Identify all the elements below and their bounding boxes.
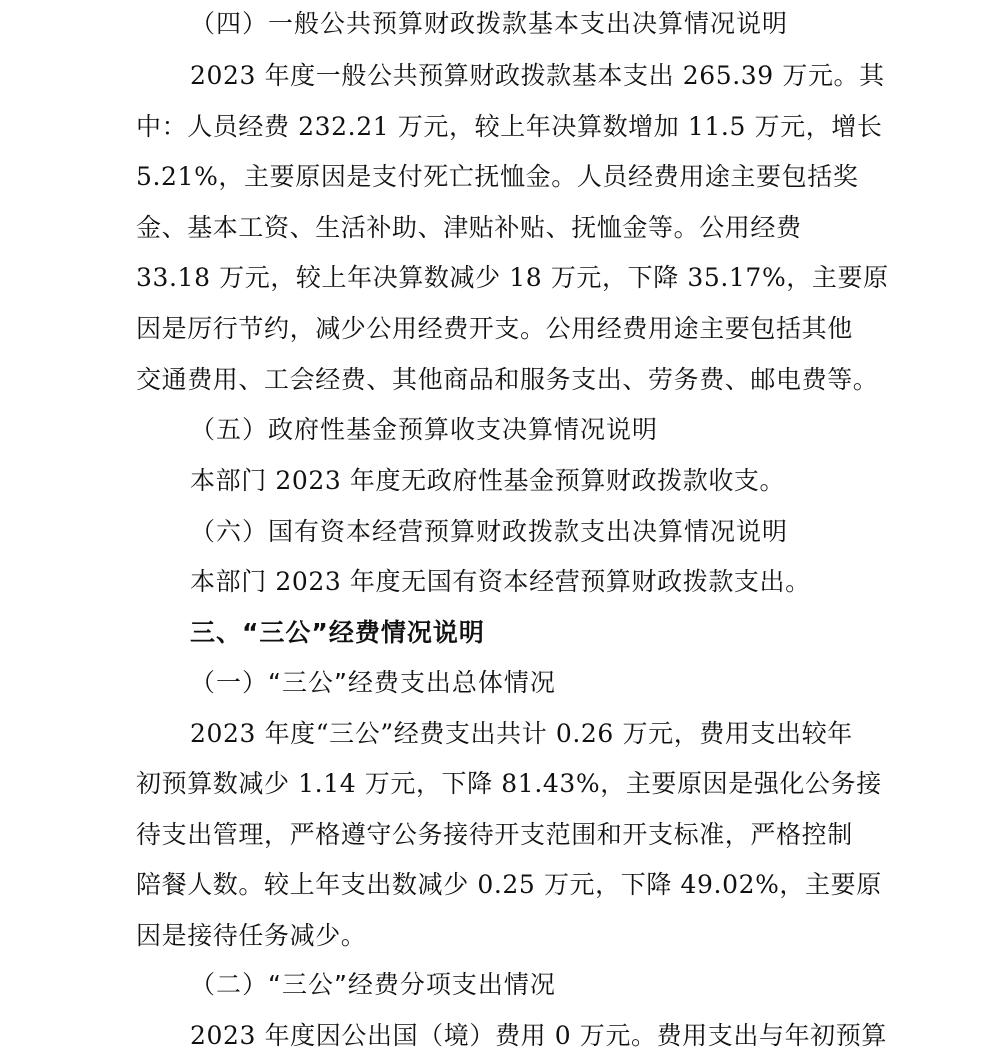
subsection-heading-1: （一）“三公”经费支出总体情况 — [190, 668, 556, 697]
paragraph-line: 33.18 万元，较上年决算数减少 18 万元，下降 35.17%，主要原 — [136, 263, 889, 292]
paragraph-line: 2023 年度因公出国（境）费用 0 万元。费用支出与年初预算 — [190, 1021, 887, 1050]
section-heading-5: （五）政府性基金预算收支决算情况说明 — [190, 415, 659, 444]
paragraph-line: 2023 年度一般公共预算财政拨款基本支出 265.39 万元。其 — [190, 61, 885, 90]
paragraph-line: 本部门 2023 年度无国有资本经营预算财政拨款支出。 — [190, 567, 811, 596]
section-heading-6: （六）国有资本经营预算财政拨款支出决算情况说明 — [190, 517, 789, 546]
paragraph-line: 5.21%，主要原因是支付死亡抚恤金。人员经费用途主要包括奖 — [136, 162, 859, 191]
paragraph-line: 中：人员经费 232.21 万元，较上年决算数增加 11.5 万元，增长 — [136, 112, 883, 141]
subsection-heading-2: （二）“三公”经费分项支出情况 — [190, 970, 556, 999]
paragraph-line: 因是厉行节约，减少公用经费开支。公用经费用途主要包括其他 — [136, 314, 853, 343]
paragraph-line: 陪餐人数。较上年支出数减少 0.25 万元，下降 49.02%，主要原 — [136, 870, 882, 899]
paragraph-line: 本部门 2023 年度无政府性基金预算财政拨款收支。 — [190, 466, 786, 495]
section-heading-4: （四）一般公共预算财政拨款基本支出决算情况说明 — [190, 9, 789, 38]
paragraph-line: 因是接待任务减少。 — [136, 921, 367, 950]
paragraph-line: 初预算数减少 1.14 万元，下降 81.43%，主要原因是强化公务接 — [136, 769, 882, 798]
paragraph-line: 金、基本工资、生活补助、津贴补贴、抚恤金等。公用经费 — [136, 213, 802, 242]
paragraph-line: 交通费用、工会经费、其他商品和服务支出、劳务费、邮电费等。 — [136, 365, 879, 394]
paragraph-line: 2023 年度“三公”经费支出共计 0.26 万元，费用支出较年 — [190, 719, 853, 748]
chapter-heading-3: 三、“三公”经费情况说明 — [190, 618, 485, 647]
paragraph-line: 待支出管理，严格遵守公务接待开支范围和开支标准，严格控制 — [136, 820, 853, 849]
